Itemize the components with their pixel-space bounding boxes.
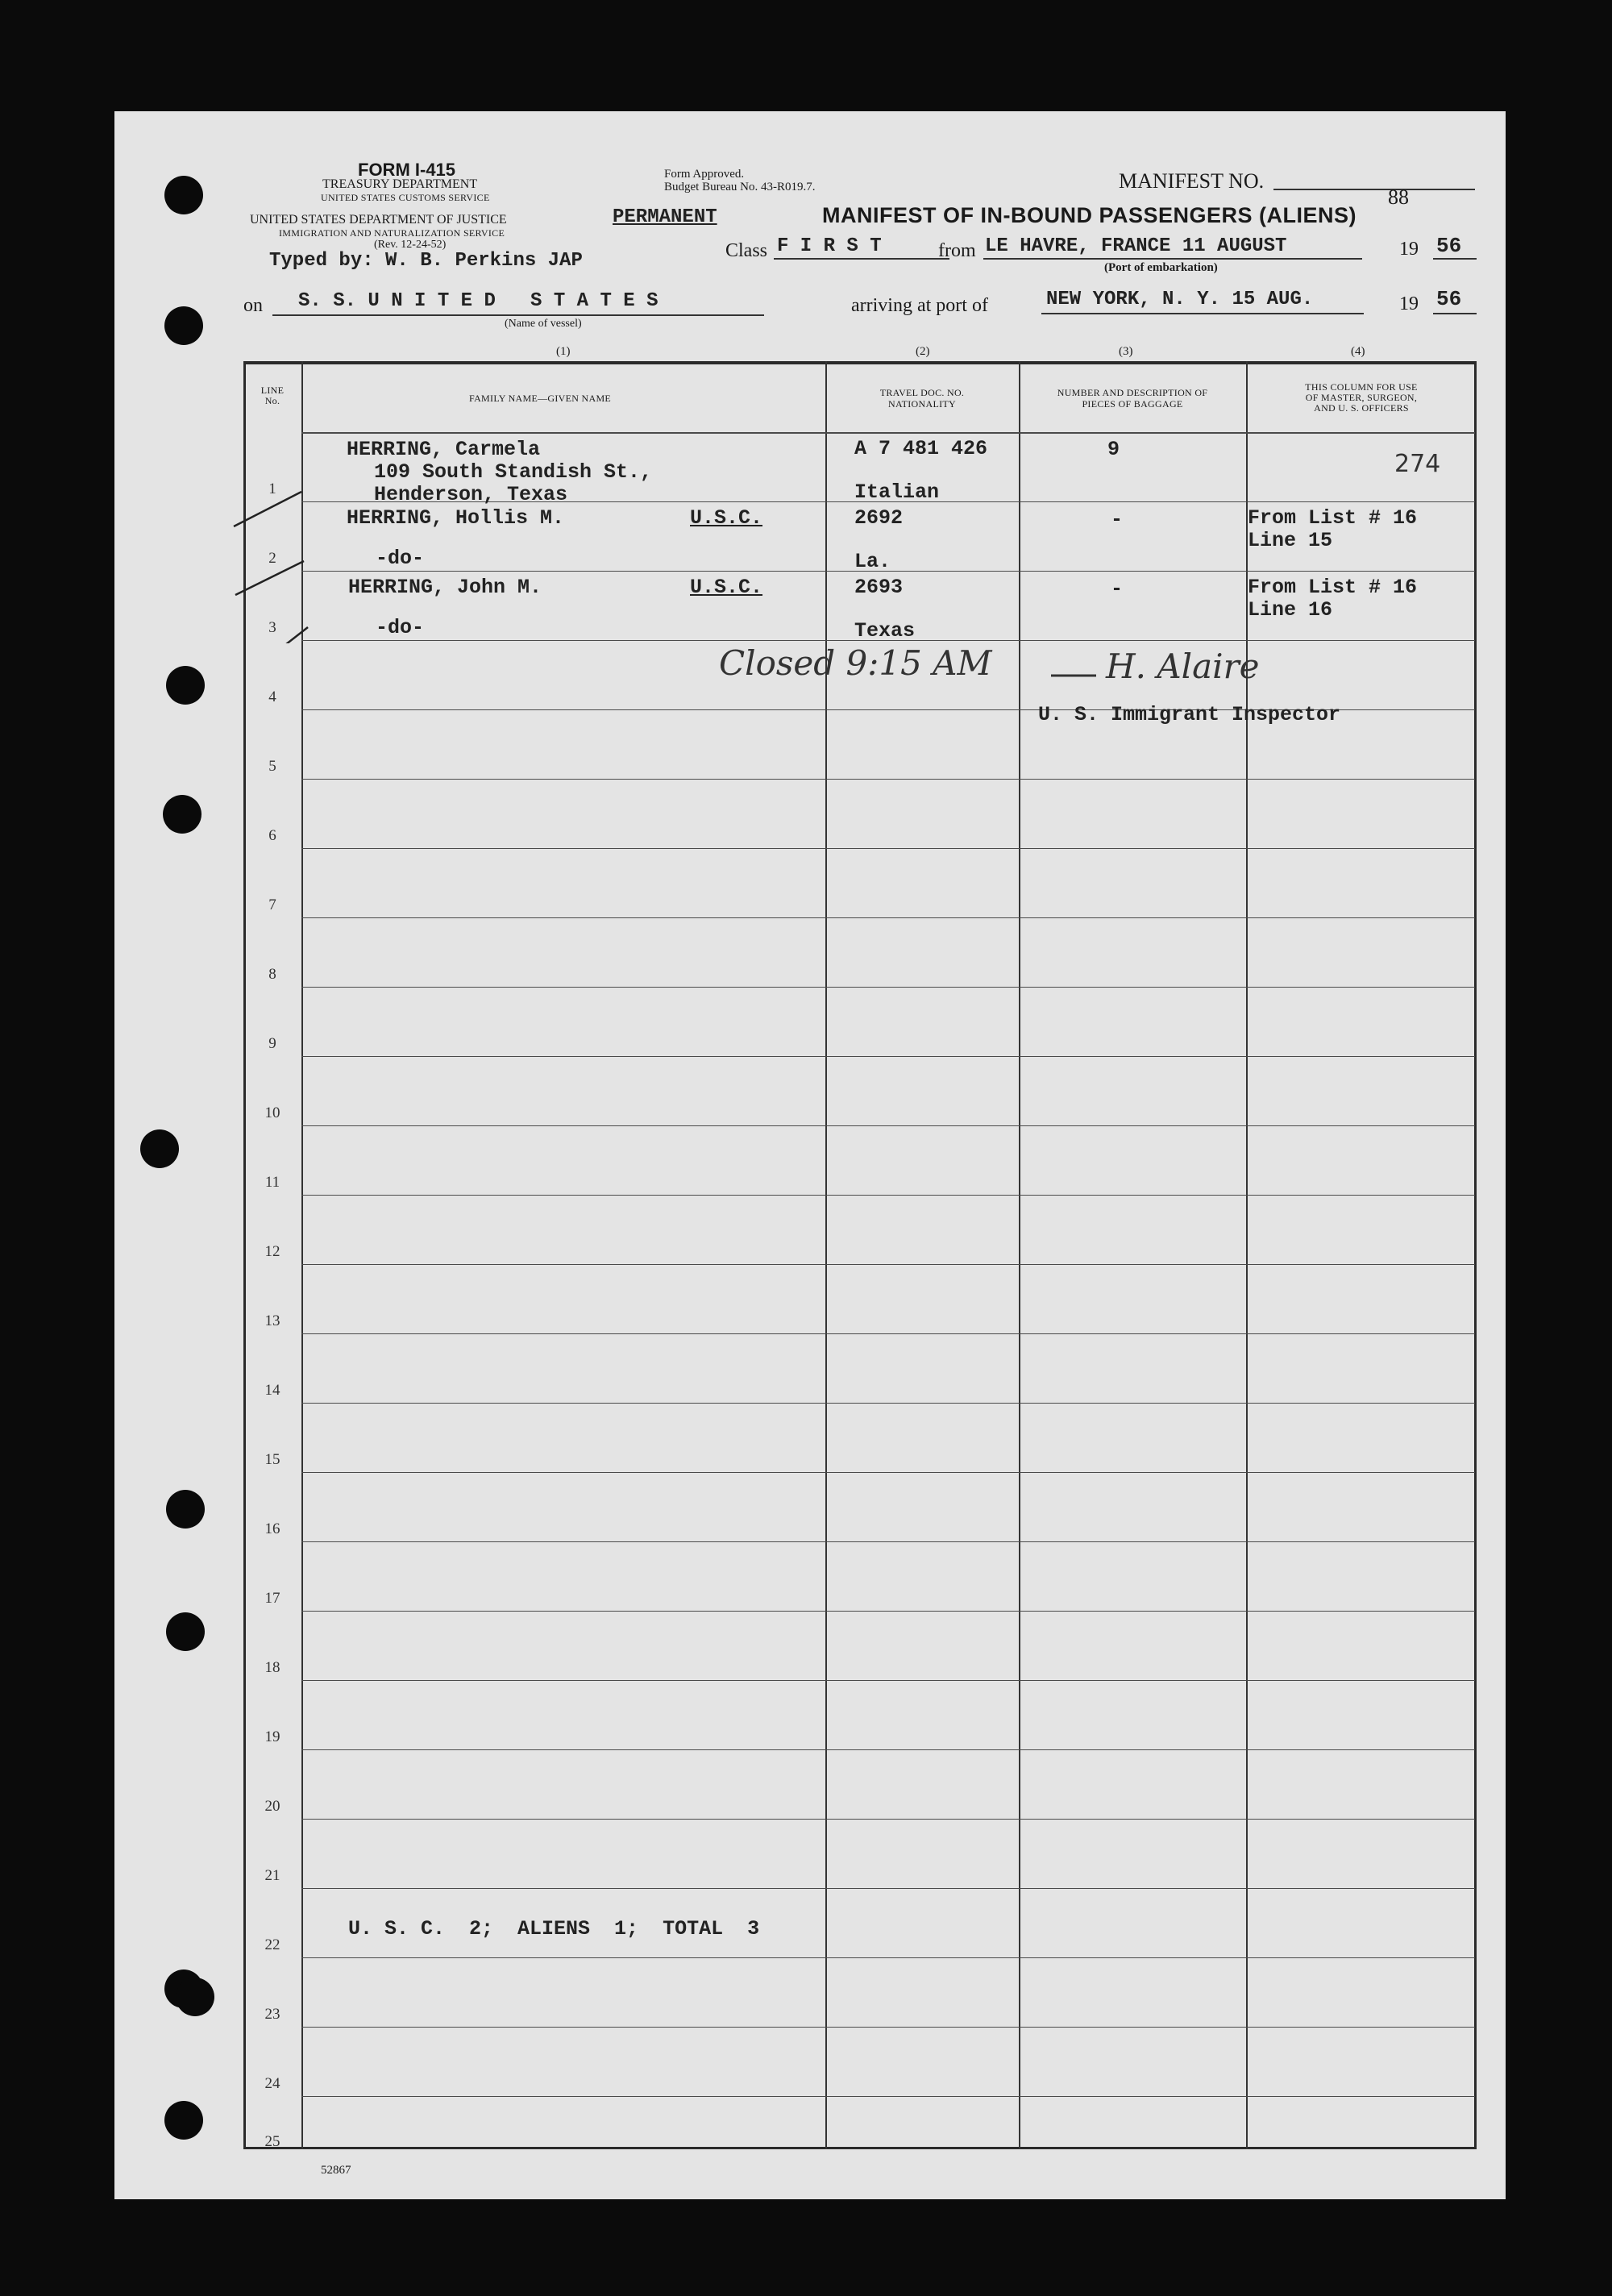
row-rule — [301, 1749, 1475, 1750]
nationality: Italian — [854, 480, 940, 504]
inspector-signature: H. Alaire — [1106, 647, 1260, 686]
column-number-4: (4) — [1351, 345, 1365, 358]
passenger-address: 109 South Standish St., — [374, 460, 653, 484]
row-rule — [301, 1957, 1475, 1958]
line-number: 12 — [264, 1243, 280, 1260]
nationality: La. — [854, 550, 891, 573]
permanent-stamp: PERMANENT — [613, 206, 717, 228]
officer-note: Line 15 — [1248, 529, 1333, 552]
customs-service: UNITED STATES CUSTOMS SERVICE — [321, 192, 490, 203]
revision-date: (Rev. 12-24-52) — [374, 239, 447, 251]
officer-note: From List # 16 — [1248, 506, 1418, 530]
line-number: 19 — [264, 1728, 280, 1745]
citizenship-status: U.S.C. — [690, 576, 763, 599]
manifest-number: 88 — [1388, 185, 1409, 209]
baggage-header-1: NUMBER AND DESCRIPTION OF — [1057, 387, 1208, 398]
manifest-document — [114, 111, 1506, 2199]
citizenship-status: U.S.C. — [690, 506, 763, 530]
column-number-3: (3) — [1119, 345, 1133, 358]
line-no-header — [256, 385, 289, 406]
family-name-header: FAMILY NAME—GIVEN NAME — [469, 393, 612, 404]
row-rule — [301, 1333, 1475, 1334]
row-rule — [301, 1611, 1475, 1612]
line-number: 21 — [264, 1867, 280, 1884]
row-rule — [301, 779, 1475, 780]
arrival-port: NEW YORK, N. Y. 15 AUG. — [1046, 289, 1314, 310]
row-rule — [301, 987, 1475, 988]
column-divider — [825, 361, 827, 2149]
column-divider — [1019, 361, 1020, 2149]
line-strike-marks — [227, 466, 316, 643]
passenger-sub: -do- — [376, 616, 425, 639]
row-rule — [301, 1888, 1475, 1889]
passenger-name: HERRING, Hollis M. — [347, 506, 565, 530]
row-rule — [301, 1680, 1475, 1681]
officers-header-1: THIS COLUMN FOR USE — [1305, 381, 1418, 393]
line-number: 14 — [264, 1382, 280, 1399]
manifest-title: MANIFEST OF IN-BOUND PASSENGERS (ALIENS) — [822, 203, 1357, 227]
punch-hole — [140, 1129, 179, 1168]
passenger-sub: -do- — [376, 547, 425, 570]
punch-hole — [166, 1490, 205, 1529]
on-label: on — [243, 295, 263, 316]
line-number: 7 — [268, 896, 276, 913]
column-number-1: (1) — [556, 345, 571, 358]
line-no-header-1: LINE — [260, 385, 285, 396]
line-number: 24 — [264, 2075, 280, 2092]
header-rule — [301, 432, 1475, 434]
row-rule — [301, 1195, 1475, 1196]
vessel-line — [272, 314, 764, 316]
line-number: 17 — [264, 1590, 280, 1607]
line-number: 5 — [268, 758, 276, 775]
line-no-header-2: No. — [264, 395, 280, 406]
baggage-header-2: PIECES OF BAGGAGE — [1082, 398, 1183, 410]
manifest-no-label: MANIFEST NO. — [1119, 169, 1265, 193]
travel-doc-header-1: TRAVEL DOC. NO. — [879, 387, 965, 398]
line-number: 22 — [264, 1936, 280, 1953]
column-divider — [1246, 361, 1248, 2149]
arriving-label: arriving at port of — [851, 295, 988, 316]
line-number: 8 — [268, 966, 276, 983]
year-line-2 — [1433, 313, 1477, 314]
class-line — [774, 258, 949, 260]
year-1: 56 — [1436, 234, 1462, 258]
passenger-summary: U. S. C. 2; ALIENS 1; TOTAL 3 — [348, 1917, 760, 1940]
line-number: 13 — [264, 1312, 280, 1329]
row-rule — [301, 1819, 1475, 1820]
passenger-name: HERRING, John M. — [348, 576, 542, 599]
punch-hole — [166, 1612, 205, 1651]
passenger-name: HERRING, Carmela — [347, 438, 541, 461]
row-rule — [301, 1472, 1475, 1473]
punch-hole — [163, 795, 202, 834]
row-rule — [301, 1125, 1475, 1126]
travel-doc-number: 2693 — [854, 576, 904, 599]
punch-hole — [166, 666, 205, 705]
line-number: 16 — [264, 1520, 280, 1537]
from-line — [983, 258, 1362, 260]
inspector-title: U. S. Immigrant Inspector — [1038, 703, 1341, 726]
signature-stroke — [1049, 668, 1098, 684]
officers-header-2: OF MASTER, SURGEON, — [1305, 392, 1418, 403]
line-number: 2 — [268, 550, 276, 567]
punch-hole — [164, 176, 203, 214]
line-number: 25 — [264, 2133, 280, 2150]
treasury-department: TREASURY DEPARTMENT — [322, 177, 478, 191]
row-rule — [301, 1264, 1475, 1265]
row-rule — [301, 2096, 1475, 2097]
immigration-service: IMMIGRATION AND NATURALIZATION SERVICE — [279, 227, 505, 239]
officer-note: Line 16 — [1248, 598, 1333, 622]
punch-hole — [164, 2101, 203, 2140]
row-rule — [301, 1056, 1475, 1057]
officer-note: 274 — [1394, 450, 1441, 478]
row-rule — [301, 848, 1475, 849]
from-label: from — [938, 240, 976, 261]
typed-by: Typed by: W. B. Perkins JAP — [269, 250, 583, 272]
punch-hole — [176, 1978, 214, 2016]
baggage-header — [1020, 387, 1244, 410]
row-rule — [301, 1403, 1475, 1404]
department-of-justice: UNITED STATES DEPARTMENT OF JUSTICE — [250, 213, 507, 227]
form-number: FORM I-415 — [358, 160, 456, 180]
budget-bureau: Budget Bureau No. 43-R019.7. — [664, 181, 816, 193]
vessel-caption: (Name of vessel) — [505, 318, 582, 330]
year-line-1 — [1433, 258, 1477, 260]
column-number-2: (2) — [916, 345, 930, 358]
punch-hole — [164, 306, 203, 345]
closed-notation: Closed 9:15 AM — [719, 643, 992, 683]
travel-doc-number: A 7 481 426 — [854, 437, 988, 460]
officer-note: From List # 16 — [1248, 576, 1418, 599]
travel-doc-number: 2692 — [854, 506, 904, 530]
baggage-count: - — [1111, 508, 1124, 531]
port-of-embarkation: LE HAVRE, FRANCE 11 AUGUST — [985, 235, 1287, 257]
line-number: 1 — [268, 480, 276, 497]
line-number: 10 — [264, 1104, 280, 1121]
row-rule — [301, 1541, 1475, 1542]
line-number: 23 — [264, 2006, 280, 2023]
line-number: 4 — [268, 688, 276, 705]
row-rule — [301, 2027, 1475, 2028]
year-2: 56 — [1436, 287, 1462, 311]
line-number: 6 — [268, 827, 276, 844]
line-number: 11 — [264, 1174, 280, 1191]
form-approved: Form Approved. — [664, 168, 745, 181]
form-serial-number: 52867 — [321, 2164, 351, 2177]
arrival-line — [1041, 313, 1364, 314]
port-embarkation-caption: (Port of embarkation) — [1104, 261, 1218, 274]
line-number: 18 — [264, 1659, 280, 1676]
baggage-count: - — [1111, 577, 1124, 601]
manifest-no-line — [1273, 189, 1475, 190]
line-number: 20 — [264, 1798, 280, 1815]
line-number: 9 — [268, 1035, 276, 1052]
line-number: 3 — [268, 619, 276, 636]
baggage-count: 9 — [1107, 438, 1120, 461]
row-rule — [301, 917, 1475, 918]
vessel-name: S. S. U N I T E D S T A T E S — [298, 290, 659, 312]
nationality: Texas — [854, 619, 916, 643]
officers-header-3: AND U. S. OFFICERS — [1314, 402, 1409, 414]
class-label: Class — [725, 240, 768, 261]
year-prefix-2: 19 — [1399, 293, 1419, 314]
officers-header — [1248, 382, 1475, 414]
travel-doc-header-2: NATIONALITY — [888, 398, 956, 410]
year-prefix-1: 19 — [1399, 239, 1419, 260]
passenger-address: Henderson, Texas — [374, 483, 568, 506]
class-value: F I R S T — [777, 235, 882, 257]
line-number: 15 — [264, 1451, 280, 1468]
travel-doc-header — [827, 387, 1017, 410]
